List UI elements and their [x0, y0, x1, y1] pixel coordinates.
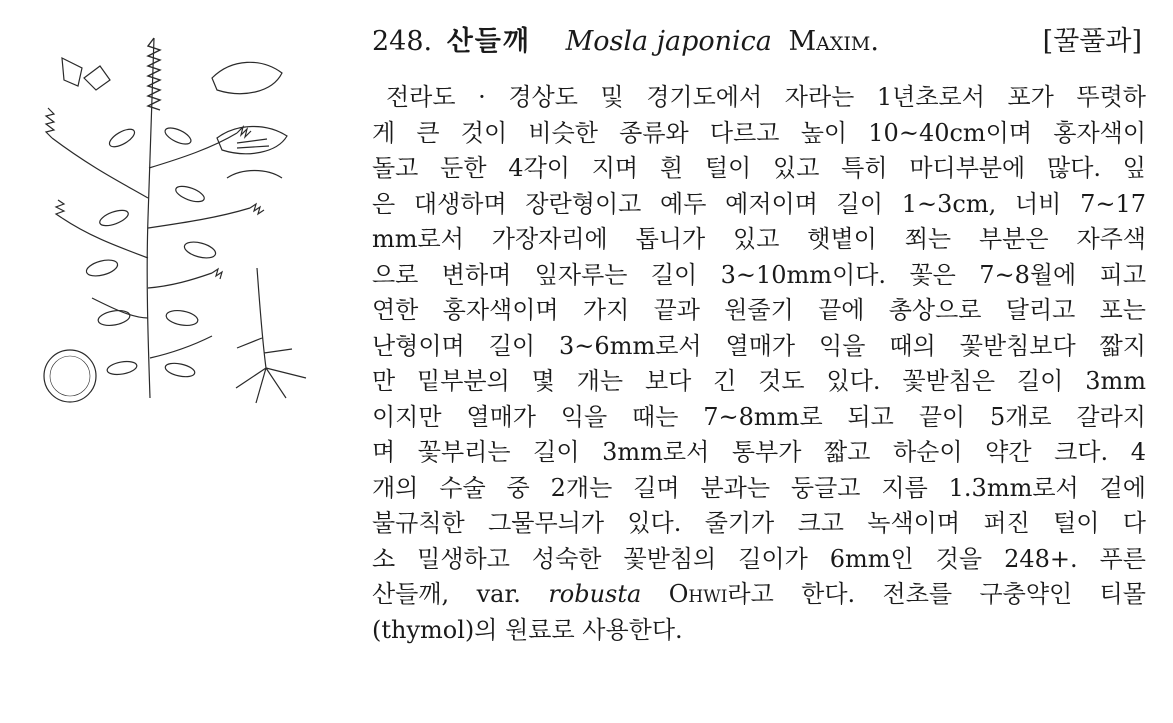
entry-number: 248. — [372, 26, 433, 57]
description-line-variety — [372, 577, 1146, 613]
variety-abbrev: var. — [476, 580, 521, 608]
plant-illustration — [22, 18, 342, 418]
variety-korean-name: 산들깨, — [372, 580, 450, 608]
description-line: 으로 변하며 잎자루는 길이 3~10mm이다. 꽃은 7~8월에 피고 — [372, 260, 1146, 289]
variety-note: 라고 한다. 전초를 구충약인 티몰 — [727, 580, 1146, 608]
description-line: 소 밀생하고 성숙한 꽃받침의 길이가 6mm인 것을 248+. 푸른 — [372, 544, 1146, 573]
description — [372, 80, 1146, 648]
description-line: 난형이며 길이 3~6mm로서 열매가 익을 때의 꽃받침보다 짧지 — [372, 331, 1146, 360]
family-name: [꿀풀과] — [1042, 26, 1142, 57]
scientific-name: Mosla japonica — [565, 26, 772, 57]
description-line: 돌고 둔한 4각이 지며 흰 털이 있고 특히 마디부분에 많다. 잎 — [372, 154, 1146, 182]
description-line: 이지만 열매가 익을 때는 7~8mm로 되고 끝이 5개로 갈라지 — [372, 402, 1146, 431]
variety-author: Ohwi — [668, 580, 728, 608]
variety-epithet: robusta — [548, 580, 642, 608]
description-line: 개의 수술 중 2개는 길며 분과는 둥글고 지름 1.3mm로서 겉에 — [372, 473, 1146, 502]
entry-heading — [372, 22, 1142, 62]
description-line: 불규칙한 그물무늬가 있다. 줄기가 크고 녹색이며 퍼진 털이 다 — [372, 509, 1146, 537]
description-line: (thymol)의 원료로 사용한다. — [372, 615, 683, 644]
description-line: 만 밑부분의 몇 개는 보다 긴 것도 있다. 꽃받침은 길이 3mm — [372, 367, 1146, 395]
description-line: 게 큰 것이 비슷한 종류와 다르고 높이 10~40cm이며 홍자색이 — [372, 118, 1146, 147]
description-line: 연한 홍자색이며 가지 끝과 원줄기 끝에 총상으로 달리고 포는 — [372, 296, 1146, 324]
description-line: 전라도 · 경상도 및 경기도에서 자라는 1년초로서 포가 뚜렷하 — [386, 83, 1146, 111]
author-name: Maxim. — [788, 26, 879, 57]
korean-name: 산들깨 — [446, 26, 531, 57]
description-line: mm로서 가장자리에 톱니가 있고 햇볕이 쬐는 부분은 자주색 — [372, 225, 1146, 253]
description-line: 은 대생하며 장란형이고 예두 예저이며 길이 1~3cm, 너비 7~17 — [372, 189, 1146, 218]
description-line: 며 꽃부리는 길이 3mm로서 통부가 짧고 하순이 약간 크다. 4 — [372, 438, 1146, 466]
